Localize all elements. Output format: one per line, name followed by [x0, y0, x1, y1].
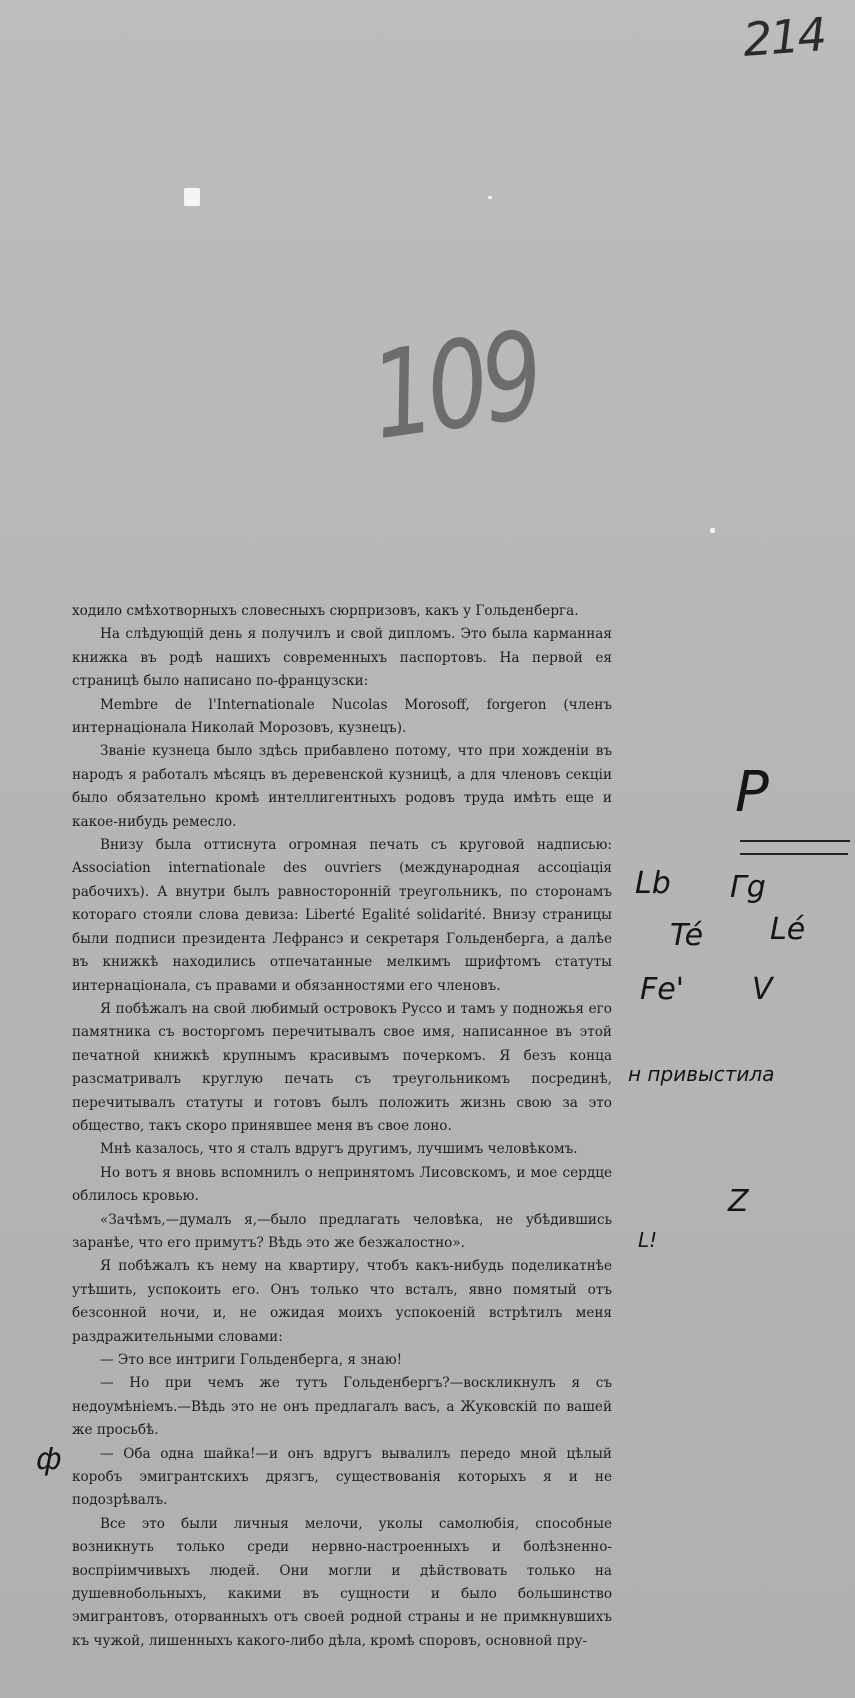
margin-note-lb: Lb: [635, 866, 671, 901]
paragraph: Но вотъ я вновь вспомнилъ о непринятомъ Лисовскомъ, и мое сердце облилось кровью.: [72, 1164, 612, 1205]
paper-speck: [184, 188, 200, 206]
paragraph: Внизу была оттиснута огромная печать съ круговой надписью: Association internationale des ouvriers (международная ассоціація рабочихъ). А внутри былъ равносторонній треугольникъ, по сторонамъ котораго стояли слова девиза: Liberté Egalité solidarité. Внизу страницы были подписи президента Лефрансэ и секретаря Гольденберга, а далѣе въ книжкѣ находились отпечатанные мелкимъ шрифтомъ статуты интернаціонала, съ правами и обязанностями его членовъ.: [72, 837, 612, 994]
margin-note-te: Té: [670, 918, 704, 953]
margin-note-le: Lé: [770, 912, 806, 947]
paragraph: Званіе кузнеца было здѣсь прибавлено потому, что при хожденіи въ народъ я работалъ мѣсяцъ въ деревенской кузницѣ, а для членовъ секціи было обязательно кромѣ интеллигентныхъ родовъ труда имѣть еще и какое-нибудь ремесло.: [72, 743, 612, 830]
margin-note-z-big: Z: [728, 1184, 749, 1219]
paragraph: «Зачѣмъ,—думалъ я,—было предлагать человѣка, не убѣдившись заранѣе, что его примутъ? Вѣдь это же безжалостно».: [72, 1211, 612, 1251]
paragraph: Membre de l'Internationale Nucolas Morosoff, forgeron (членъ интернаціонала Николай Морозовъ, кузнецъ).: [72, 696, 612, 737]
margin-note-p: P: [735, 760, 769, 825]
archive-number: 214: [741, 7, 827, 67]
margin-note-fe: Fe': [640, 972, 684, 1007]
margin-note-lg: Гg: [730, 870, 766, 905]
paragraph: — Но при чемъ же тутъ Гольденбергъ?—воскликнулъ я съ недоумѣніемъ.—Вѣдь это не онъ предлагалъ васъ, а Жуковскій по вашей же просьбѣ.: [72, 1375, 612, 1439]
paragraph: Все это были личныя мелочи, уколы самолюбія, способные возникнуть только среди нервно-настроенныхъ и болѣзненно-воспріимчивыхъ людей. Они могли и дѣйствовать только на душевнобольныхъ, какими въ сущности и было большинство эмигрантовъ, оторванныхъ отъ своей родной страны и не примкнувшихъ къ чужой, лишенныхъ какого-либо дѣла, кромѣ споровъ, основной пру-: [72, 1515, 612, 1649]
paragraph: ходило смѣхотворныхъ словесныхъ сюрпризовъ, какъ у Гольденберга.: [72, 603, 579, 619]
paragraph: — Оба одна шайка!—и онъ вдругъ вывалилъ передо мной цѣлый коробъ эмигрантскихъ дрязгъ, существованія которыхъ я и не подозрѣвалъ.: [72, 1445, 612, 1509]
paragraph: — Это все интриги Гольденберга, я знаю!: [100, 1352, 403, 1368]
margin-rule: [740, 840, 850, 842]
margin-rule: [740, 853, 848, 855]
paper-speck: [488, 196, 492, 199]
margin-note-v: V: [752, 972, 773, 1007]
paragraph: На слѣдующій день я получилъ и свой дипломъ. Это была карманная книжка въ родѣ нашихъ современныхъ паспортовъ. На первой ея страницѣ было написано по-французски:: [72, 626, 612, 690]
paragraph: Я побѣжалъ на свой любимый островокъ Руссо и тамъ у подножья его памятника съ восторгомъ перечитывалъ свое имя, написанное въ этой печатной книжкѣ крупнымъ красивымъ почеркомъ. Я безъ конца разсматривалъ круглую печать съ треугольникомъ посрединѣ, перечитывалъ статуты и готовъ былъ положить жизнь свою за это общество, такъ скоро принявшее меня въ свое лоно.: [72, 1000, 612, 1134]
paper-speck: [710, 528, 715, 533]
paragraph: Мнѣ казалось, что я сталъ вдругъ другимъ, лучшимъ человѣкомъ.: [100, 1141, 578, 1158]
margin-note-z-small: L!: [638, 1228, 658, 1252]
margin-note-left-mark: ф: [36, 1442, 62, 1477]
body-text: [72, 600, 612, 1653]
handwritten-page-number: 109: [363, 305, 547, 467]
margin-note-side-word: н привыстила: [628, 1062, 775, 1086]
paragraph: Я побѣжалъ къ нему на квартиру, чтобъ какъ-нибудь поделикатнѣе утѣшить, успокоить его. Онъ только что всталъ, явно помятый отъ безсонной ночи, и, не ожидая моихъ успокоеній встрѣтилъ меня раздражительными словами:: [72, 1258, 612, 1345]
